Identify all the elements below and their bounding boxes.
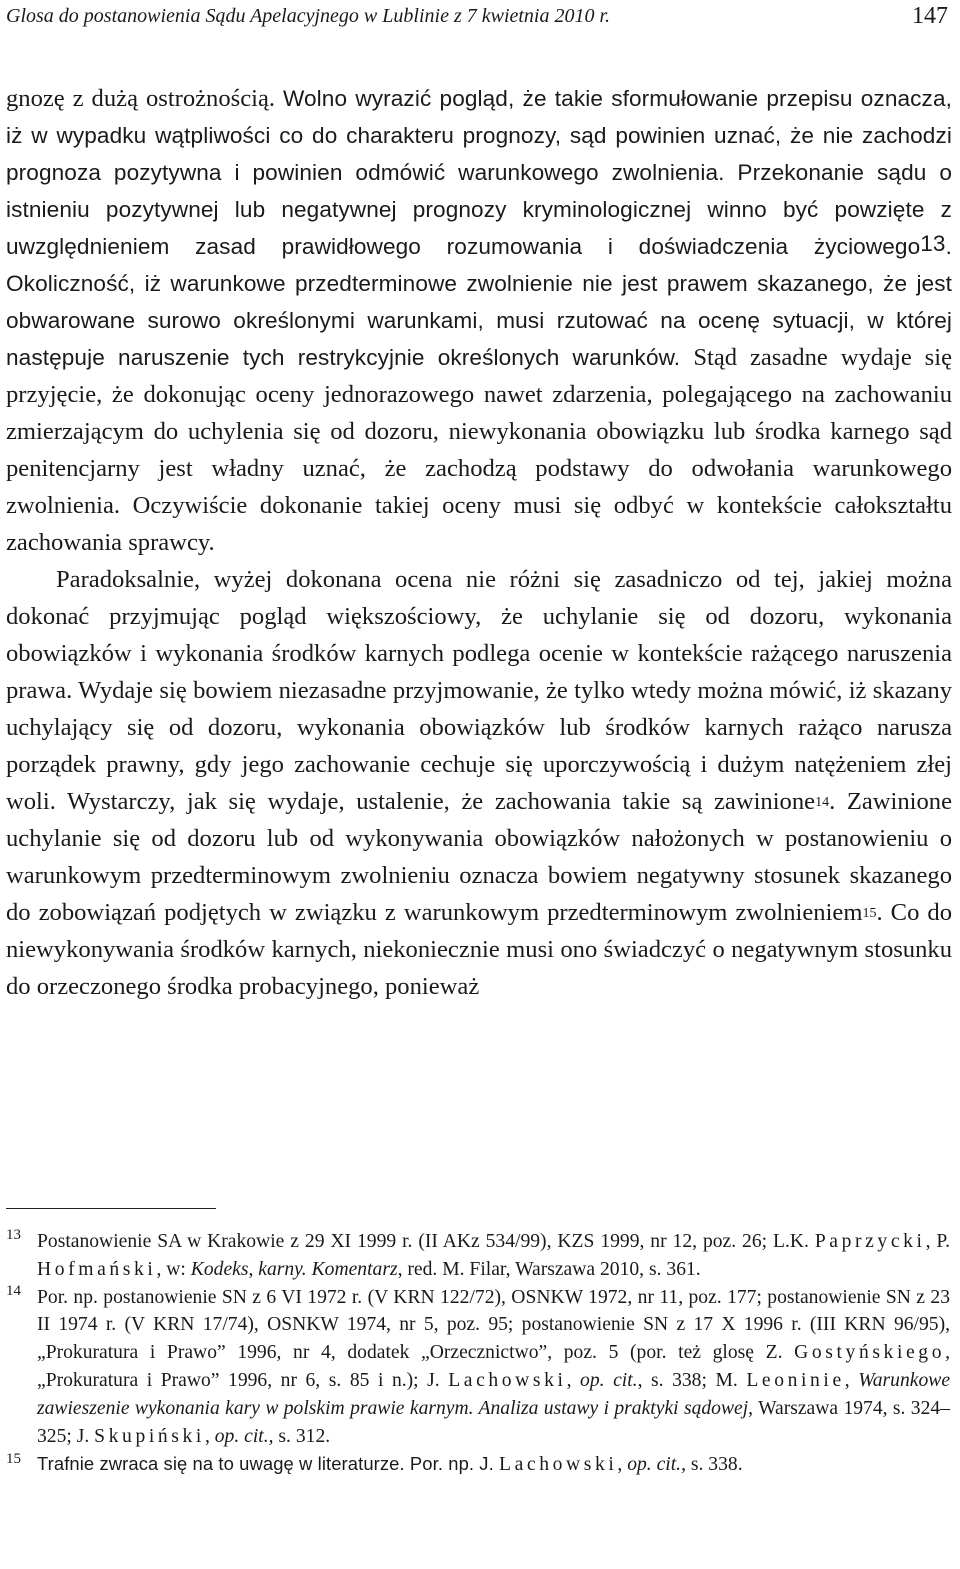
footnote-text: , bbox=[204, 1425, 215, 1447]
work-title: op. cit. bbox=[214, 1425, 269, 1447]
footnote-number: 14 bbox=[6, 1282, 21, 1299]
footnote-text: , red. M. Filar, Warszawa 2010, s. 361. bbox=[397, 1258, 701, 1280]
footnote-text: , bbox=[844, 1369, 859, 1391]
footnote-text-sans: Trafnie zwraca się na to uwagę w literaturze. Por. np. J. bbox=[37, 1453, 500, 1475]
footnote-15 bbox=[6, 1450, 950, 1479]
footnote-13 bbox=[6, 1228, 950, 1284]
text-segment: Paradoksalnie, wyżej dokonana ocena nie różni się zasadniczo od tej, jakiej można dokonać przyjmując pogląd większościowy, że uchylanie się od dozoru, wykonania obowiązków i wykonania środków karnych podlega ocenie w kontekście rażącego naruszenia prawa. Wydaje się bowiem niezasadne przyjmowanie, że tylko wtedy można mówić, iż skazany uchylający się od dozoru, wykonania obowiązków lub środków karnych rażąco narusza porządek prawny, gdy jego zachowanie cechuje się uporczywością i dużym natężeniem złej woli. Wystarczy, jak się wydaje, ustalenie, że zachowania takie są zawinione bbox=[6, 566, 952, 815]
footnote-14 bbox=[6, 1284, 950, 1451]
author-name: Lachowski bbox=[499, 1454, 618, 1476]
work-title: op. cit. bbox=[580, 1369, 638, 1391]
footnote-ref-15[interactable]: 15 bbox=[862, 906, 877, 921]
footnote-text: , bbox=[617, 1454, 628, 1476]
author-name: Hofmański bbox=[37, 1258, 157, 1280]
text-segment: . Co do niewykonywania środków karnych, niekoniecznie musi ono świadczyć o negatywnym stosunku do orzeczonego środka probacyjnego, ponieważ bbox=[6, 899, 952, 1000]
footnote-text: , s. 338; M. bbox=[637, 1369, 747, 1391]
paragraph-2 bbox=[6, 561, 952, 1005]
footnote-text: Postanowienie SA w Krakowie z 29 XI 1999 r. (II AKz 534/99), KZS 1999, nr 12, poz. 26; L.K. bbox=[37, 1231, 815, 1252]
text-segment-sans: Wolno wyrazić pogląd, że takie sformułowanie przepisu oznacza, iż w wypadku wątpliwości co do charakteru prognozy, sąd powinien uznać, że nie zachodzi prognoza pozytywna i powinien odmówić warunkowego zwolnienia. Przekonanie sądu o istnieniu pozytywnej lub negatywnej prognozy kryminologicznej winno być powzięte z uwzględnieniem zasad prawidłowego rozumowania i doświadczenia życiowego bbox=[6, 86, 952, 259]
running-title: Glosa do postanowienia Sądu Apelacyjnego w Lublinie z 7 kwietnia 2010 r. bbox=[6, 5, 611, 27]
work-title: Kodeks, karny. Komentarz bbox=[190, 1258, 398, 1280]
footnote-text: , „Prokuratura i Prawo” 1996, nr 6, s. 85 i n.); J. bbox=[37, 1342, 950, 1391]
paragraph-1 bbox=[6, 80, 952, 561]
footnote-ref-14[interactable]: 14 bbox=[815, 795, 830, 810]
text-segment: . Zawinione uchylanie się od dozoru lub od wykonywania obowiązków nałożonych w postanowieniu o warunkowym przedterminowym zwolnieniu oznacza bowiem negatywny stosunek skazanego do zobowiązań podjętych w związku z warunkowym przedterminowym zwolnieniem bbox=[6, 788, 952, 926]
text-segment: gnozę z dużą ostrożnością. bbox=[6, 85, 283, 112]
work-title: op. cit. bbox=[627, 1454, 682, 1476]
page-number: 147 bbox=[912, 3, 948, 29]
footnotes bbox=[6, 1228, 950, 1479]
footnote-ref-13[interactable]: 13 bbox=[920, 231, 946, 256]
author-name: Leoninie bbox=[746, 1369, 845, 1391]
footnote-text: , Warszawa 1974, s. 324–325; J. bbox=[37, 1397, 950, 1447]
footnote-text: , s. 338. bbox=[681, 1454, 743, 1476]
footnote-text: , w: bbox=[156, 1258, 191, 1280]
footnote-text: , s. 312. bbox=[268, 1425, 331, 1447]
footnote-text: , P. bbox=[925, 1231, 950, 1252]
author-name: Skupiński bbox=[94, 1425, 205, 1447]
running-header bbox=[6, 3, 950, 37]
author-name: Gostyńskiego bbox=[794, 1342, 946, 1364]
author-name: Paprzycki bbox=[814, 1231, 926, 1252]
work-title: Warunkowe zawieszenie wykonania kary w polskim prawie karnym. Analiza ustawy i praktyki sądowej bbox=[37, 1369, 951, 1419]
main-text bbox=[6, 80, 952, 1005]
footnote-divider bbox=[6, 1208, 216, 1209]
footnote-number: 13 bbox=[6, 1227, 21, 1243]
footnote-text: Por. np. postanowienie SN z 6 VI 1972 r. (V KRN 122/72), OSNKW 1972, nr 11, poz. 177; postanowienie SN z 23 II 1974 r. (V KRN 17/74), OSNKW 1974, nr 5, poz. 95; postanowienie SN z 17 X 1996 r. (III KRN 96/95), „Prokuratura i Prawo” 1996, nr 4, dodatek „Orzecznictwo”, poz. 5 (por. też glosę Z. bbox=[37, 1286, 950, 1364]
text-segment-sans: . Okoliczność, iż warunkowe przedterminowe zwolnienie nie jest prawem skazanego, że jest obwarowane surowo określonymi warunkami, musi rzutować na ocenę sytuacji, w której następuje naruszenie tych restrykcyjnie określonych warunków. bbox=[6, 234, 952, 370]
text-segment: Oczywiście dokonanie takiej oceny musi się odbyć w kontekście całokształtu zachowania sprawcy. bbox=[6, 492, 952, 556]
text-segment: Stąd zasadne wydaje się przyjęcie, że dokonując oceny jednorazowego nawet zdarzenia, polegającego na zachowaniu zmierzającym do uchylenia się od dozoru, niewykonania obowiązku lub środka karnego sąd penitencjarny jest władny uznać, że zachodzą podstawy do odwołania warunkowego zwolnienia. bbox=[6, 344, 952, 519]
author-name: Lachowski bbox=[448, 1369, 567, 1391]
footnote-text: , bbox=[566, 1369, 581, 1391]
footnote-number: 15 bbox=[6, 1451, 21, 1468]
